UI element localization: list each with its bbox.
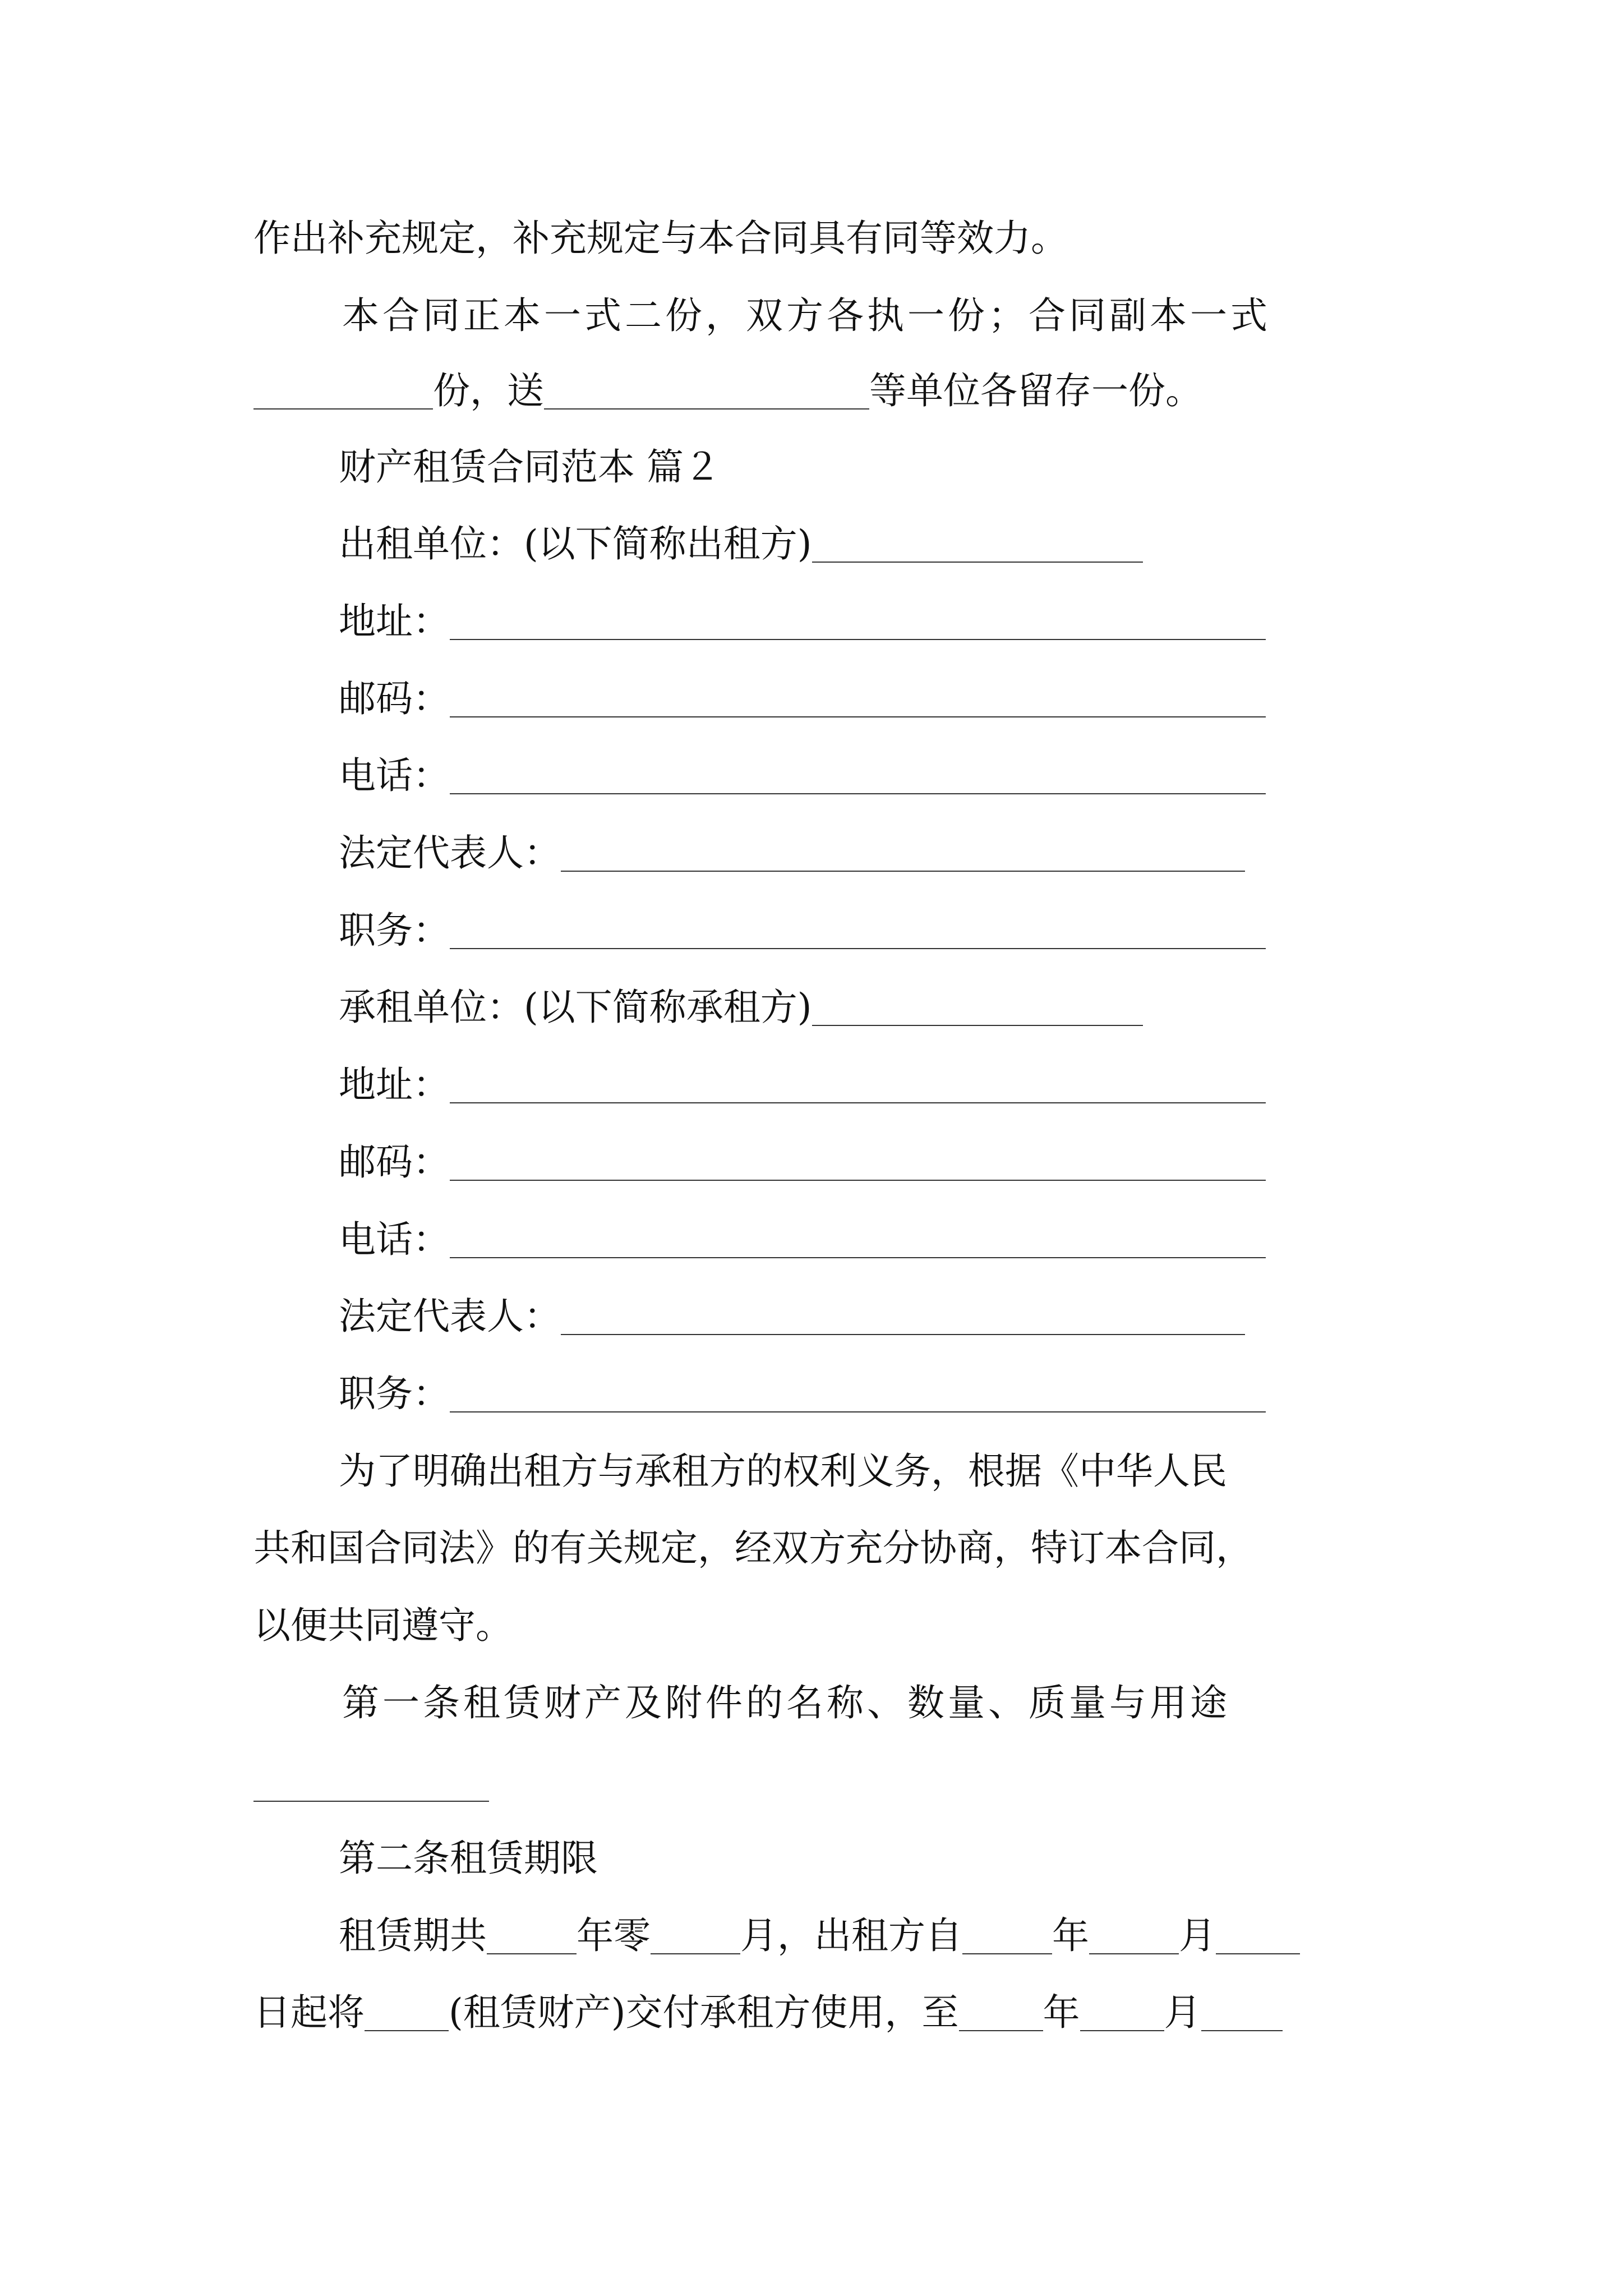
form-row [339,754,1266,797]
form-row [339,1295,1245,1338]
blank-field [544,374,869,409]
form-row [339,986,1143,1029]
blank-field [253,1801,489,1802]
field-label: 承租单位：(以下简称承租方) [339,986,812,1029]
blank-field [450,758,1266,794]
text-span: 年零 [577,1914,651,1957]
field-label: 出租单位：(以下简称出租方) [339,522,812,565]
paragraph-line: 以便共同遵守。 [253,1604,513,1647]
blank-field [962,1918,1052,1954]
paragraph-line: 作出补充规定，补充规定与本合同具有同等效力。 [253,217,1068,260]
field-label: 职务： [339,909,450,952]
form-row [339,600,1266,643]
field-label: 法定代表人： [339,831,561,875]
blank-field [450,913,1266,949]
blank-field [450,1068,1266,1103]
blank-field [450,1145,1266,1181]
section-title: 财产租赁合同范本 篇２ [339,445,721,489]
blank-field [1201,1995,1283,2031]
form-row [339,1063,1266,1106]
text-span: 月 [1179,1914,1216,1957]
field-label: 邮码： [339,677,450,720]
blank-field [1216,1918,1300,1954]
paragraph-line [253,369,1202,412]
blank-field [450,1222,1266,1258]
text-span: 月，出租方自 [740,1914,962,1957]
article-heading: 第一条租赁财产及附件的名称、数量、质量与用途 [342,1681,1230,1724]
text-span: 份，送 [433,369,544,412]
form-row [339,677,1266,720]
blank-field [1089,1918,1179,1954]
text-span: 等单位各留存一份。 [869,369,1202,412]
field-label: 法定代表人： [339,1295,561,1338]
field-label: 地址： [339,600,450,643]
form-row [339,1372,1266,1415]
paragraph-line: 为了明确出租方与承租方的权利义务，根据《中华人民 [339,1450,1227,1493]
blank-field [487,1918,577,1954]
field-label: 职务： [339,1372,450,1415]
field-label: 邮码： [339,1140,450,1184]
blank-field [450,682,1266,717]
blank-field [812,990,1143,1026]
form-row [339,522,1143,565]
text-span: 月 [1164,1991,1201,2034]
paragraph-line: 本合同正本一式二份，双方各执一份；合同副本一式 [342,294,1271,337]
article-heading: 第二条租赁期限 [339,1837,598,1880]
paragraph-line [253,1991,1283,2034]
paragraph-line [339,1914,1300,1957]
blank-field [450,604,1266,640]
form-row [339,1218,1266,1261]
paragraph-line: 共和国合同法》的有关规定，经双方充分协商，特订本合同， [253,1526,1253,1570]
field-label: 电话： [339,754,450,797]
text-span: 年 [1043,1991,1080,2034]
blank-field [253,374,433,409]
form-row [339,831,1245,875]
text-span: 租赁期共 [339,1914,487,1957]
blank-field [561,836,1245,872]
blank-field [651,1918,740,1954]
blank-field [561,1299,1245,1335]
text-span: 日起将 [253,1991,365,2034]
blank-field [450,1377,1266,1412]
blank-field [365,1995,449,2031]
form-row [339,1140,1266,1184]
text-span: (租赁财产)交付承租方使用，至 [449,1991,959,2034]
field-label: 电话： [339,1218,450,1261]
text-span: 年 [1052,1914,1089,1957]
blank-field [959,1995,1043,2031]
blank-field [1080,1995,1164,2031]
form-row [339,909,1266,952]
field-label: 地址： [339,1063,450,1106]
blank-field [812,527,1143,563]
